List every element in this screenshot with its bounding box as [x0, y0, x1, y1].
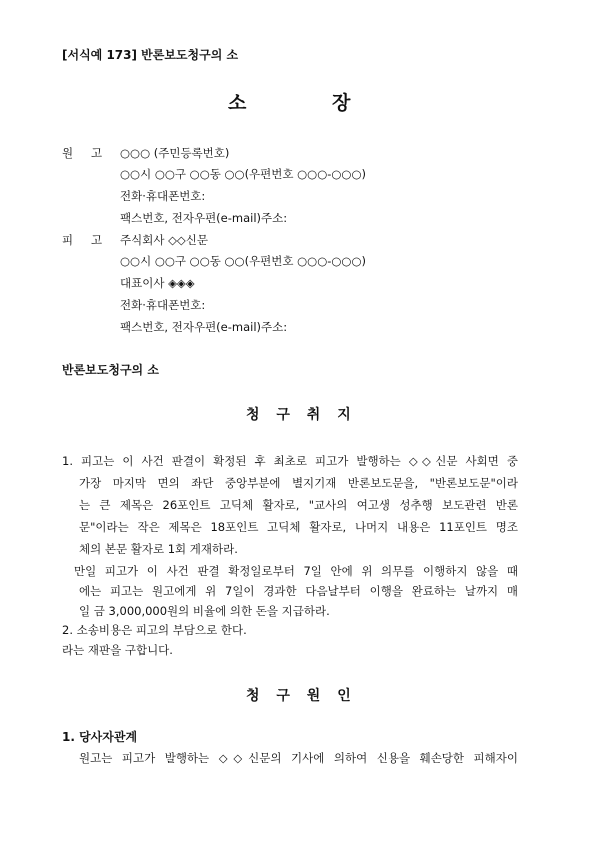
claim-item1-line: 문"이라는 작은 제목은 18포인트 고딕체 활자로, 나머지 내용은 11포인트 명조 [79, 520, 518, 534]
doc-title-char2: 장 [332, 92, 351, 114]
penalty-line: 에는 피고는 원고에게 위 7일이 경과한 다음날부터 이행을 완료하는 날까지 매 [79, 584, 518, 598]
plaintiff-address: ○○시 ○○구 ○○동 ○○(우편번호 ○○○-○○○) [120, 167, 366, 181]
defendant-address: ○○시 ○○구 ○○동 ○○(우편번호 ○○○-○○○) [120, 254, 366, 268]
penalty-line: 만일 피고가 이 사건 판결 확정일로부터 7일 안에 위 의무를 이행하지 않을 때 [74, 564, 518, 578]
plaintiff-fax-email: 팩스번호, 전자우편(e-mail)주소: [120, 211, 288, 225]
claim-item1-line: 1. 피고는 이 사건 판결이 확정된 후 최초로 피고가 발행하는 ◇◇신문 사회면 중 [62, 454, 518, 468]
plaintiff-phone: 전화·휴대폰번호: [120, 189, 206, 203]
claim-cause-subheading: 1. 당사자관계 [62, 730, 138, 744]
defendant-name: 주식회사 ◇◇신문 [120, 233, 208, 247]
plaintiff-label-a: 원 [62, 146, 74, 160]
claim-item1-line: 가장 마지막 면의 좌단 중앙부분에 별지기재 반론보도문을, "반론보도문"이라 [79, 476, 518, 490]
claim-purpose-heading: 청 구 취 지 [246, 407, 351, 423]
claim-item1-line: 는 큰 제목은 26포인트 고딕체 활자로, "교사의 여고생 성추행 보도관련 반론 [79, 498, 518, 512]
plaintiff-label-b: 고 [91, 146, 103, 160]
claim-item2: 2. 소송비용은 피고의 부담으로 한다. [62, 623, 247, 637]
claim-cause-heading: 청 구 원 인 [246, 688, 351, 704]
form-number: [서식예 173] 반론보도청구의 소 [62, 48, 239, 62]
defendant-fax-email: 팩스번호, 전자우편(e-mail)주소: [120, 320, 288, 334]
doc-title-char1: 소 [228, 92, 247, 114]
claim-item1-line: 체의 본문 활자로 1회 게재하라. [79, 542, 238, 556]
plaintiff-name: ○○○ (주민등록번호) [120, 146, 230, 160]
penalty-line: 일 금 3,000,000원의 비율에 의한 돈을 지급하라. [79, 604, 330, 618]
claim-cause-paragraph-line: 원고는 피고가 발행하는 ◇◇신문의 기사에 의하여 신용을 훼손당한 피해자이 [79, 751, 518, 765]
defendant-phone: 전화·휴대폰번호: [120, 298, 206, 312]
case-name: 반론보도청구의 소 [62, 363, 159, 377]
defendant-label-b: 고 [91, 233, 103, 247]
claim-closing: 라는 재판을 구합니다. [62, 643, 173, 657]
defendant-label-a: 피 [62, 233, 74, 247]
defendant-representative: 대표이사 ◈◈◈ [120, 276, 195, 290]
